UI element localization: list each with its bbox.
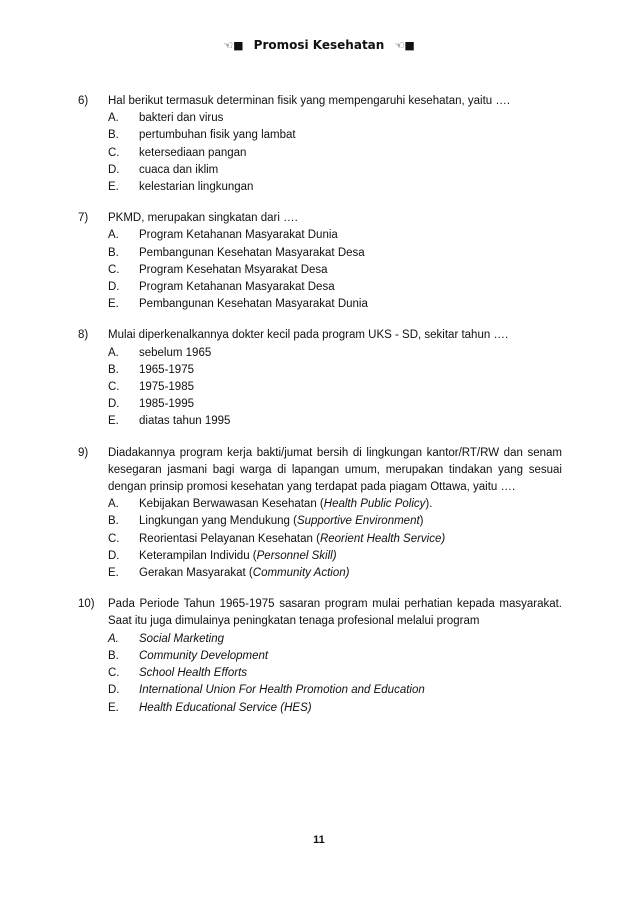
option-text: 1985-1995 <box>139 398 194 411</box>
option-italic-term: Supportive Environment <box>296 515 420 528</box>
option-letter: B. <box>108 129 119 142</box>
option-e <box>78 700 562 717</box>
option-a <box>78 345 562 362</box>
question-number: 6) <box>78 95 89 107</box>
option-a <box>78 496 562 513</box>
option-b <box>78 245 562 262</box>
option-letter: B. <box>108 649 119 662</box>
option-c <box>78 145 562 162</box>
option-b <box>78 127 562 144</box>
option-text: Kebijakan Berwawasan Kesehatan ( <box>139 498 324 511</box>
option-letter: C. <box>108 532 120 545</box>
option-letter: E. <box>108 415 119 428</box>
option-italic-term: Reorient Health Service) <box>319 532 446 545</box>
option-letter: C. <box>108 146 120 159</box>
option-text: Reorientasi Pelayanan Kesehatan ( <box>139 532 320 545</box>
option-letter: B. <box>108 363 119 376</box>
option-text-suffix: ) <box>419 515 424 528</box>
question-number: 9) <box>78 446 89 459</box>
option-c <box>78 665 562 682</box>
question-text: Mulai diperkenalkannya dokter kecil pada program UKS - SD, sekitar tahun …. <box>108 329 509 342</box>
option-letter: B. <box>108 515 119 528</box>
option-italic-term: Community Action) <box>252 567 350 580</box>
option-italic-term: Health Public Policy <box>323 498 426 511</box>
option-letter: B. <box>108 246 119 259</box>
option-text: Pembangunan Kesehatan Masyarakat Desa <box>139 246 365 259</box>
option-italic-term: Personnel Skill) <box>256 549 337 562</box>
question-10 <box>78 596 562 716</box>
option-e <box>78 179 562 196</box>
option-text: ketersediaan pangan <box>139 146 247 159</box>
option-a <box>78 110 562 127</box>
option-letter: D. <box>108 549 120 562</box>
option-d <box>78 682 562 699</box>
option-e <box>78 565 562 582</box>
option-letter: D. <box>108 281 120 294</box>
option-letter: E. <box>108 298 119 311</box>
option-text: 1975-1985 <box>139 381 194 394</box>
option-letter: E. <box>108 701 119 714</box>
option-b <box>78 648 562 665</box>
option-c <box>78 531 562 548</box>
option-a <box>78 227 562 244</box>
option-text: 1965-1975 <box>139 363 194 376</box>
option-letter: D. <box>108 398 120 411</box>
question-text: Pada Periode Tahun 1965-1975 sasaran program mulai perhatian kepada masyarakat. Saat itu juga dimulainya peningkatan tenaga profesional melalui program <box>108 598 562 628</box>
question-7 <box>78 210 562 313</box>
option-letter: E. <box>108 181 119 194</box>
option-a <box>78 631 562 648</box>
question-number: 8) <box>78 329 89 342</box>
pointing-hand-icon: ☜■ <box>223 39 244 52</box>
option-b <box>78 513 562 530</box>
option-c <box>78 379 562 396</box>
option-italic-term: Social Marketing <box>139 632 225 645</box>
option-letter: A. <box>108 498 119 511</box>
question-6 <box>78 93 562 196</box>
option-letter: A. <box>108 112 119 125</box>
option-text: diatas tahun 1995 <box>139 415 231 428</box>
option-letter: E. <box>108 567 119 580</box>
option-italic-term: Health Educational Service (HES) <box>139 701 312 714</box>
option-italic-term: International Union For Health Promotion and Education <box>139 684 425 697</box>
question-list <box>78 93 562 731</box>
option-letter: D. <box>108 684 120 697</box>
option-text: Pembangunan Kesehatan Masyarakat Dunia <box>139 298 368 311</box>
option-text-suffix: ). <box>425 498 433 511</box>
option-b <box>78 362 562 379</box>
option-letter: A. <box>108 229 119 242</box>
question-8 <box>78 327 562 430</box>
option-d <box>78 548 562 565</box>
option-text: Lingkungan yang Mendukung ( <box>139 515 297 528</box>
option-d <box>78 279 562 296</box>
question-number: 7) <box>78 212 89 225</box>
option-text: cuaca dan iklim <box>139 163 219 176</box>
option-d <box>78 396 562 413</box>
option-letter: C. <box>108 667 120 680</box>
option-text: Program Kesehatan Msyarakat Desa <box>139 263 328 276</box>
question-text: Diadakannya program kerja bakti/jumat bersih di lingkungan kantor/RT/RW dan senam kesegaran jasmani bagi warga di lapangan umum, merupakan tindakan yang sesuai dengan prinsip promosi kesehatan yang terdapat pada piagam Ottawa, yaitu …. <box>108 446 562 494</box>
question-text: PKMD, merupakan singkatan dari …. <box>108 212 298 225</box>
option-text: kelestarian lingkungan <box>139 181 254 194</box>
option-letter: C. <box>108 263 120 276</box>
question-9 <box>78 445 562 583</box>
option-d <box>78 162 562 179</box>
header-title: Promosi Kesehatan <box>253 38 385 52</box>
option-text: Gerakan Masyarakat ( <box>139 567 253 580</box>
question-number: 10) <box>78 598 95 611</box>
option-letter: A. <box>108 346 119 359</box>
option-c <box>78 262 562 279</box>
question-text: Hal berikut termasuk determinan fisik yang mempengaruhi kesehatan, yaitu …. <box>108 95 511 107</box>
option-text: sebelum 1965 <box>139 346 212 359</box>
option-e <box>78 296 562 313</box>
option-e <box>78 413 562 430</box>
option-text: Keterampilan Individu ( <box>139 549 257 562</box>
option-letter: A. <box>108 632 119 645</box>
option-italic-term: Community Development <box>139 649 269 662</box>
page-header <box>0 38 638 52</box>
option-text: bakteri dan virus <box>139 112 224 125</box>
pointing-hand-icon: ☜■ <box>394 39 415 52</box>
option-letter: C. <box>108 381 120 394</box>
option-text: Program Ketahanan Masyarakat Desa <box>139 281 335 294</box>
option-letter: D. <box>108 163 120 176</box>
option-italic-term: School Health Efforts <box>139 667 248 680</box>
option-text: Program Ketahanan Masyarakat Dunia <box>139 229 338 242</box>
page-number: 11 <box>313 834 325 846</box>
option-text: pertumbuhan fisik yang lambat <box>139 129 296 142</box>
